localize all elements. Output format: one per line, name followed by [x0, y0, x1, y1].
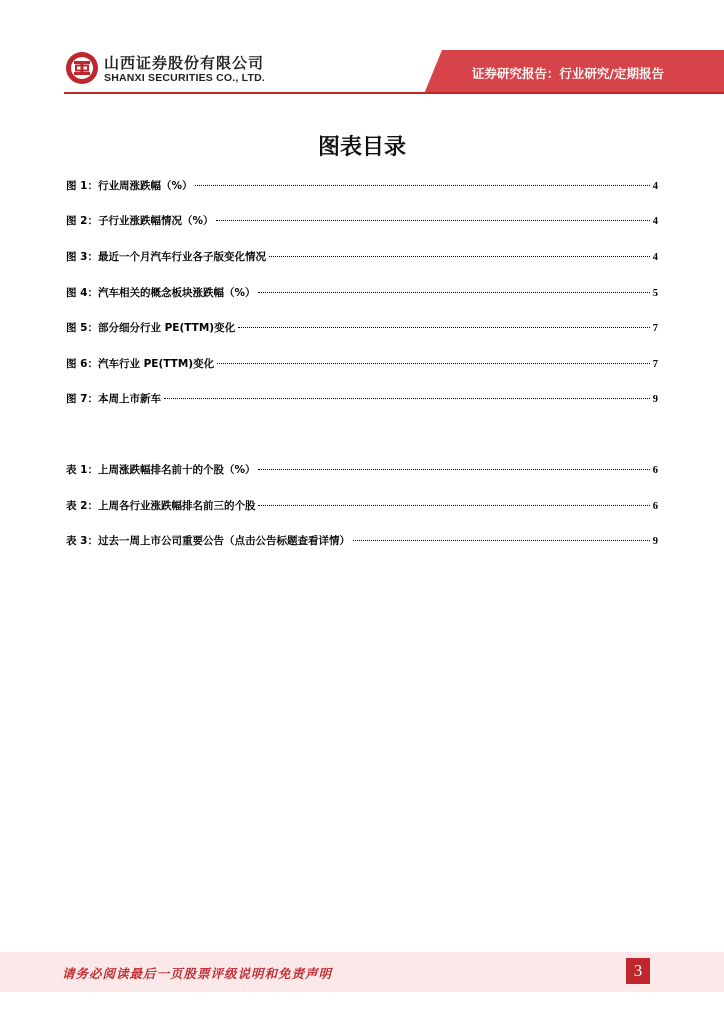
dot-leader: [238, 326, 650, 328]
dot-leader: [258, 291, 649, 293]
header-divider: [64, 92, 724, 94]
toc-entry-label: 图 6：汽车行业 PE(TTM)变化: [66, 358, 215, 370]
toc-entry-figure-6[interactable]: [66, 356, 658, 374]
dot-leader: [353, 539, 650, 541]
report-type-label: 证券研究报告：行业研究/定期报告: [471, 66, 664, 81]
company-name-cn: 山西证券股份有限公司: [104, 54, 265, 72]
toc-entry-page: 4: [652, 252, 658, 263]
page-number: 3: [626, 958, 650, 984]
dot-leader: [269, 255, 650, 257]
page-header: [0, 0, 724, 100]
toc-entry-page: 5: [652, 288, 658, 299]
dot-leader: [217, 362, 650, 364]
toc-entry-label: 表 1：上周涨跌幅排名前十的个股（%）: [66, 464, 256, 476]
toc-title: 图表目录: [317, 135, 406, 160]
toc-entry-page: 4: [652, 181, 658, 192]
dot-leader: [258, 504, 649, 506]
toc-entry-figure-4[interactable]: [66, 285, 658, 303]
toc-entry-table-2[interactable]: [66, 498, 658, 516]
toc-entry-page: 9: [652, 536, 658, 547]
toc-entry-figure-1[interactable]: [66, 178, 658, 196]
toc-entry-label: 图 7：本周上市新车: [66, 393, 161, 405]
toc-entry-figure-5[interactable]: [66, 320, 658, 338]
toc-entry-table-3[interactable]: [66, 533, 658, 551]
dot-leader: [216, 219, 649, 221]
toc-entry-page: 9: [652, 394, 658, 405]
toc-entry-figure-2[interactable]: [66, 213, 658, 231]
toc-entry-page: 6: [652, 501, 658, 512]
shanxi-securities-logo-icon: [64, 50, 100, 86]
toc-entry-label: 图 5：部分细分行业 PE(TTM)变化: [66, 322, 236, 334]
toc-entry-page: 7: [652, 359, 658, 370]
toc-entry-label: 图 3：最近一个月汽车行业各子版变化情况: [66, 251, 266, 263]
toc-entry-table-1[interactable]: [66, 462, 658, 480]
toc-entry-label: 图 1：行业周涨跌幅（%）: [66, 180, 193, 192]
dot-leader: [195, 184, 649, 186]
toc-entry-label: 表 2：上周各行业涨跌幅排名前三的个股: [66, 500, 256, 512]
toc-entry-label: 图 4：汽车相关的概念板块涨跌幅（%）: [66, 287, 256, 299]
dot-leader: [164, 397, 650, 399]
footer-disclaimer: 请务必阅读最后一页股票评级说明和免责声明: [62, 966, 333, 981]
toc-entry-figure-7[interactable]: [66, 391, 658, 409]
toc-entry-figure-3[interactable]: [66, 249, 658, 267]
toc-entry-label: 图 2：子行业涨跌幅情况（%）: [66, 215, 214, 227]
toc-entry-label: 表 3：过去一周上市公司重要公告（点击公告标题查看详情）: [66, 535, 350, 547]
company-name-en: SHANXI SECURITIES CO., LTD.: [104, 72, 265, 84]
toc-entry-page: 6: [652, 465, 658, 476]
company-logo: [64, 50, 304, 90]
toc-entry-page: 4: [652, 216, 658, 227]
toc-entry-page: 7: [652, 323, 658, 334]
dot-leader: [258, 468, 649, 470]
